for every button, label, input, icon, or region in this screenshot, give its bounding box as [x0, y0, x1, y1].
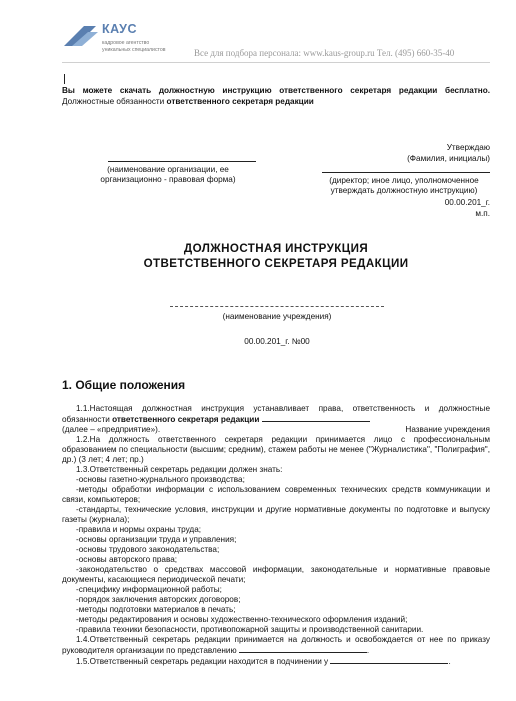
- text-cursor: [64, 74, 65, 84]
- paragraph-1-5-text: 1.5.Ответственный секретарь редакции находится в подчинении у: [76, 657, 329, 666]
- kaus-logo-icon: [62, 22, 100, 48]
- approve-director-caption: (директор; иное лицо, уполномоченное утверждать должностную инструкцию): [329, 176, 479, 195]
- document-title-line-2: ОТВЕТСТВЕННОГО СЕКРЕТАРЯ РЕДАКЦИИ: [143, 257, 409, 271]
- list-item: -порядок заключения авторских договоров;: [76, 595, 241, 604]
- paragraph-1-4: 1.4.Ответственный секретарь редакции принимается на должность и освобождается от нее по приказу руководителя организации по представлению .: [62, 635, 490, 655]
- paragraph-1-5-blank: [330, 656, 448, 664]
- document-number: 00.00.201_г. №00: [244, 337, 310, 346]
- logo-subtitle-line-2: уникальных специалистов: [102, 46, 166, 53]
- document-title-line-1: ДОЛЖНОСТНАЯ ИНСТРУКЦИЯ: [183, 242, 369, 255]
- header-contact[interactable]: Все для подбора персонала: www.kaus-group.ru Тел. (495) 660-35-40: [194, 48, 455, 58]
- list-item: -методы обработки информации с использованием современных технических средств коммуникации и связи, компьютеров;: [62, 485, 490, 504]
- paragraph-1-1: [62, 404, 490, 425]
- institution-caption: (наименование учреждения): [222, 312, 332, 321]
- document-title: [62, 241, 490, 272]
- paragraph-1-1-continued: [62, 425, 490, 435]
- paragraph-1-3: 1.3.Ответственный секретарь редакции должен знать:: [76, 465, 283, 474]
- intro-paragraph: [62, 86, 490, 107]
- approve-stamp-place: м.п.: [475, 209, 490, 218]
- intro-bold: Вы можете скачать должностную инструкцию ответственного секретаря редакции бесплатно.: [62, 86, 490, 95]
- list-item: -правила техники безопасности, противопожарной защиты и производственной санитарии.: [76, 625, 424, 634]
- list-item: -специфику информационной работы;: [76, 585, 222, 594]
- list-item: -основы авторского права;: [76, 555, 178, 564]
- intro-tail: ответственного секретаря редакции: [166, 96, 314, 106]
- list-item: -основы трудового законодательства;: [76, 545, 220, 554]
- section-body: [62, 404, 490, 667]
- organization-line: [108, 161, 256, 162]
- list-item: -правила и нормы охраны труда;: [76, 525, 202, 534]
- approve-name-caption: (Фамилия, инициалы): [407, 154, 490, 163]
- intro-normal: Должностные обязанности: [62, 96, 165, 106]
- section-heading: 1. Общие положения: [62, 378, 186, 392]
- logo-name: КАУС: [102, 22, 137, 36]
- list-item: -законодательство о средствах массовой информации, законодательные и нормативные правовые документы, касающиеся периодической печати;: [62, 565, 490, 584]
- paragraph-1-5: 1.5.Ответственный секретарь редакции находится в подчинении у .: [76, 657, 451, 666]
- list-item: -основы газетно-журнального производства;: [76, 475, 245, 484]
- paragraph-1-1-caption: Название учреждения: [405, 425, 490, 434]
- list-item: -стандарты, технические условия, инструкции и другие нормативные документы по подготовке и выпуску газеты (журнала);: [62, 505, 490, 524]
- logo-subtitle: [102, 40, 197, 53]
- company-logo[interactable]: [62, 16, 192, 58]
- list-item: -основы организации труда и управления;: [76, 535, 237, 544]
- list-item: -методы редактирования и основы художественно-технического оформления изданий;: [76, 615, 408, 624]
- header-divider: [62, 62, 490, 63]
- institution-line: [170, 306, 384, 307]
- paragraph-1-4-blank: [239, 645, 367, 653]
- paragraph-1-1-blank: [262, 414, 370, 422]
- logo-subtitle-line-1: кадровое агентство: [102, 40, 150, 46]
- paragraph-1-1-position: ответственного секретаря редакции: [112, 415, 260, 424]
- list-item: -методы подготовки материалов в печать;: [76, 605, 236, 614]
- paragraph-1-2: 1.2.На должность ответственного секретаря редакции принимается лицо с профессиональным образованием по специальности (высшим; средним), стажем работы не менее ("Журналистика", "Полиграфия", др.) (3 лет; 4 лет; пр.): [62, 435, 490, 464]
- approve-label: Утверждаю: [446, 143, 490, 152]
- paragraph-1-4-text: 1.4.Ответственный секретарь редакции принимается на должность и освобождается от нее по приказу руководителя организации по представлению: [62, 635, 490, 655]
- approve-date: 00.00.201_г.: [444, 198, 490, 207]
- paragraph-1-1-note: (далее – «предприятие»).: [62, 425, 161, 434]
- approve-signature-line: [322, 172, 490, 173]
- paragraph-1-1-text: 1.1.Настоящая должностная инструкция устанавливает права, ответственность и должностные обязанности: [62, 404, 490, 424]
- organization-caption: (наименование организации, ее организационно - правовая форма): [100, 165, 236, 184]
